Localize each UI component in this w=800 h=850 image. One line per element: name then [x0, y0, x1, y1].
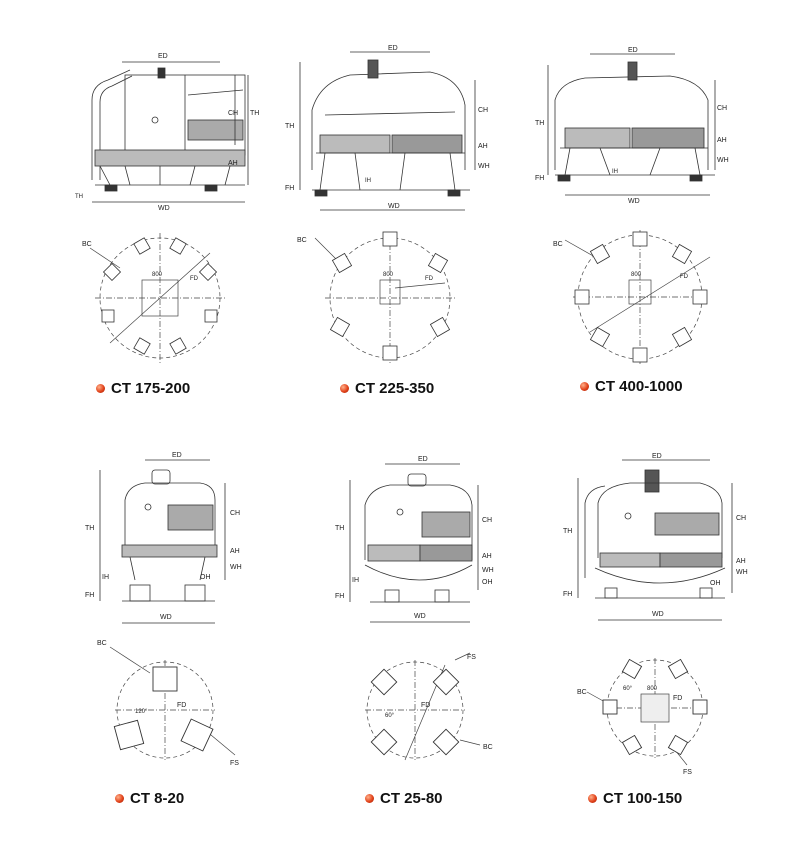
label-wd: WD [158, 205, 170, 212]
label-wh: WH [478, 163, 490, 170]
label-fd: FD [673, 695, 683, 702]
label-ih: IH [352, 577, 359, 584]
label-oh: OH [710, 580, 721, 587]
label-ah: AH [478, 143, 488, 150]
label-oh: OH [482, 579, 493, 586]
label-bc: BC [97, 640, 107, 647]
elevation-ct-175-200 [70, 40, 260, 215]
plan-ct-8-20 [95, 635, 255, 775]
bullet-icon [365, 794, 374, 803]
label-ah: AH [736, 558, 746, 565]
label-fd: FD [177, 702, 187, 709]
label-800: 800 [383, 272, 394, 278]
label-fh: FH [335, 593, 345, 600]
plan-ct-400-1000 [545, 222, 725, 372]
bullet-icon [580, 382, 589, 391]
label-th: TH [250, 110, 260, 117]
label-oh: OH [200, 574, 211, 581]
elevation-ct-100-150 [560, 448, 760, 633]
label-fh: FH [85, 592, 95, 599]
label-ch: CH [228, 110, 239, 117]
elevation-ct-25-80 [330, 450, 510, 635]
label-ch: CH [482, 517, 493, 524]
label-fh: FH [563, 591, 573, 598]
label-th: TH [285, 123, 295, 130]
plan-ct-25-80 [345, 645, 515, 775]
label-fh: FH [285, 185, 295, 192]
label-ch: CH [478, 107, 489, 114]
label-th: TH [563, 528, 573, 535]
label-ed: ED [158, 53, 168, 60]
label-fs: FS [683, 769, 692, 776]
label-wd: WD [652, 611, 664, 618]
label-ed: ED [388, 45, 398, 52]
label-wh: WH [736, 569, 748, 576]
label-ah: AH [228, 160, 238, 167]
label-ed: ED [172, 452, 182, 459]
caption-ct-100-150: CT 100-150 [588, 790, 682, 807]
label-angle-60: 60° [385, 713, 395, 719]
label-ih: IH [102, 574, 109, 581]
elevation-ct-225-350 [280, 40, 490, 220]
bullet-icon [588, 794, 597, 803]
label-bc: BC [82, 241, 92, 248]
bullet-icon [115, 794, 124, 803]
label-wd: WD [388, 203, 400, 210]
label-fs: FS [467, 654, 476, 661]
label-angle-60: 60° [623, 686, 633, 692]
label-fd: FD [421, 702, 431, 709]
label-wd: WD [628, 198, 640, 205]
label-fs: FS [230, 760, 239, 767]
label-th: TH [85, 525, 95, 532]
label-ed: ED [652, 453, 662, 460]
caption-ct-25-80: CT 25-80 [365, 790, 443, 807]
label-ih: IH [612, 169, 618, 175]
label-wh: WH [717, 157, 729, 164]
label-bc: BC [297, 237, 307, 244]
label-800: 800 [631, 272, 642, 278]
label-th: TH [335, 525, 345, 532]
label-ed: ED [418, 456, 428, 463]
label-wh: WH [230, 564, 242, 571]
label-fd: FD [190, 276, 198, 282]
label-ih: IH [365, 178, 371, 184]
label-bc: BC [553, 241, 563, 248]
label-ch: CH [230, 510, 241, 517]
caption-ct-225-350: CT 225-350 [340, 380, 434, 397]
label-ah: AH [230, 548, 240, 555]
caption-ct-8-20: CT 8-20 [115, 790, 184, 807]
label-th-small: TH [75, 194, 83, 200]
caption-ct-400-1000: CT 400-1000 [580, 378, 683, 395]
label-angle-120: 120° [135, 709, 148, 715]
plan-ct-225-350 [295, 228, 475, 368]
label-ah: AH [717, 137, 727, 144]
plan-ct-100-150 [575, 650, 735, 780]
caption-ct-175-200: CT 175-200 [96, 380, 190, 397]
label-fd: FD [680, 274, 688, 280]
elevation-ct-400-1000 [530, 40, 730, 210]
label-fd: FD [425, 276, 433, 282]
label-ah: AH [482, 553, 492, 560]
elevation-ct-8-20 [80, 445, 260, 630]
bullet-icon [96, 384, 105, 393]
bullet-icon [340, 384, 349, 393]
label-800: 800 [152, 272, 163, 278]
label-800: 800 [647, 686, 658, 692]
label-ch: CH [736, 515, 747, 522]
label-bc: BC [483, 744, 493, 751]
label-wh: WH [482, 567, 494, 574]
label-bc: BC [577, 689, 587, 696]
plan-ct-175-200 [80, 228, 240, 368]
label-ch: CH [717, 105, 728, 112]
label-ed: ED [628, 47, 638, 54]
label-fh: FH [535, 175, 545, 182]
label-wd: WD [414, 613, 426, 620]
label-wd: WD [160, 614, 172, 621]
label-th: TH [535, 120, 545, 127]
